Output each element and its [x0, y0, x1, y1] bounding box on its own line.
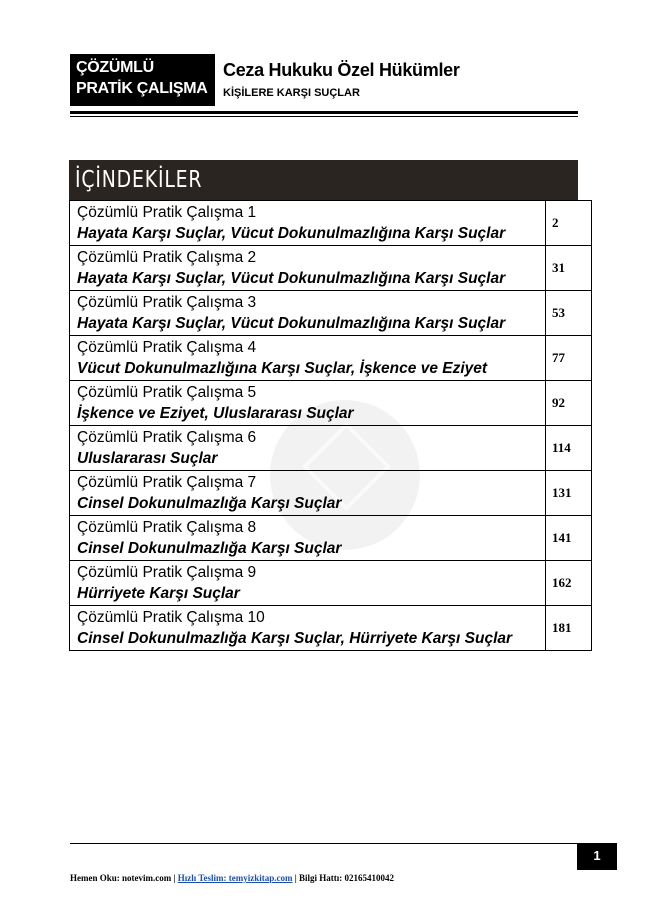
toc-row[interactable]	[70, 381, 592, 426]
toc-entry-topic: Hayata Karşı Suçlar, Vücut Dokunulmazlığına Karşı Suçlar	[77, 269, 506, 287]
toc-entry	[70, 561, 546, 606]
toc-page-number: 53	[546, 291, 592, 336]
toc-row[interactable]	[70, 246, 592, 291]
toc-entry-label: Çözümlü Pratik Çalışma 3	[77, 293, 257, 311]
header-rule-thick	[70, 111, 578, 114]
toc-entry	[70, 336, 546, 381]
toc-entry	[70, 246, 546, 291]
book-subtitle: KİŞİLERE KARŞI SUÇLAR	[223, 87, 360, 99]
toc-heading-bar	[69, 160, 578, 200]
toc-entry-topic: Cinsel Dokunulmazlığa Karşı Suçlar, Hürriyete Karşı Suçlar	[77, 629, 513, 647]
book-title: Ceza Hukuku Özel Hükümler	[223, 60, 460, 80]
toc-entry-topic: Cinsel Dokunulmazlığa Karşı Suçlar	[77, 494, 342, 512]
header-badge-line2: PRATİK ÇALIŞMA	[76, 80, 208, 97]
toc-row[interactable]	[70, 336, 592, 381]
toc-row[interactable]	[70, 561, 592, 606]
toc-entry-label: Çözümlü Pratik Çalışma 1	[77, 203, 257, 221]
toc-page-number: 181	[546, 606, 592, 651]
toc-entry	[70, 471, 546, 516]
footer-separator: |	[294, 873, 297, 883]
header-badge	[70, 54, 215, 106]
toc-entry	[70, 516, 546, 561]
toc-page-number: 131	[546, 471, 592, 516]
toc-entry-topic: Hürriyete Karşı Suçlar	[77, 584, 240, 602]
footer-rule	[70, 843, 578, 844]
footer-text	[70, 872, 394, 884]
footer-hotline: Bilgi Hattı: 02165410042	[298, 873, 394, 883]
toc-entry-topic: Vücut Dokunulmazlığına Karşı Suçlar, İşkence ve Eziyet	[77, 359, 488, 377]
footer-separator: |	[173, 873, 176, 883]
toc-entry-label: Çözümlü Pratik Çalışma 8	[77, 518, 257, 536]
toc-entry	[70, 291, 546, 336]
toc-entry	[70, 381, 546, 426]
toc-page-number: 77	[546, 336, 592, 381]
toc-entry-label: Çözümlü Pratik Çalışma 10	[77, 608, 265, 626]
toc-page-number: 114	[546, 426, 592, 471]
toc-entry-label: Çözümlü Pratik Çalışma 2	[77, 248, 257, 266]
toc-page-number: 162	[546, 561, 592, 606]
toc-entry-label: Çözümlü Pratik Çalışma 5	[77, 383, 257, 401]
toc-entry-topic: Cinsel Dokunulmazlığa Karşı Suçlar	[77, 539, 342, 557]
toc-entry-label: Çözümlü Pratik Çalışma 9	[77, 563, 257, 581]
toc-row[interactable]	[70, 426, 592, 471]
toc-heading: İÇİNDEKİLER	[75, 167, 203, 193]
footer-delivery-link[interactable]: Hızlı Teslim: temyizkitap.com	[177, 873, 293, 883]
toc-entry-topic: İşkence ve Eziyet, Uluslararası Suçlar	[77, 404, 354, 422]
toc-entry-topic: Uluslararası Suçlar	[77, 449, 218, 467]
toc-page-number: 2	[546, 201, 592, 246]
toc-entry-topic: Hayata Karşı Suçlar, Vücut Dokunulmazlığına Karşı Suçlar	[77, 314, 506, 332]
page-number: 1	[577, 843, 617, 870]
toc-row[interactable]	[70, 516, 592, 561]
toc-entry	[70, 606, 546, 651]
toc-page-number: 92	[546, 381, 592, 426]
header-badge-line1: ÇÖZÜMLÜ	[76, 59, 154, 76]
toc-entry	[70, 426, 546, 471]
table-of-contents	[69, 160, 578, 651]
toc-page-number: 31	[546, 246, 592, 291]
toc-entry-label: Çözümlü Pratik Çalışma 7	[77, 473, 257, 491]
toc-entry	[70, 201, 546, 246]
toc-entry-label: Çözümlü Pratik Çalışma 6	[77, 428, 257, 446]
toc-page-number: 141	[546, 516, 592, 561]
toc-entry-label: Çözümlü Pratik Çalışma 4	[77, 338, 257, 356]
footer-read: Hemen Oku: notevim.com	[70, 873, 172, 883]
toc-table	[69, 200, 592, 651]
toc-entry-topic: Hayata Karşı Suçlar, Vücut Dokunulmazlığına Karşı Suçlar	[77, 224, 506, 242]
toc-row[interactable]	[70, 201, 592, 246]
header-rule-thin	[70, 116, 578, 117]
toc-row[interactable]	[70, 606, 592, 651]
toc-row[interactable]	[70, 291, 592, 336]
toc-row[interactable]	[70, 471, 592, 516]
